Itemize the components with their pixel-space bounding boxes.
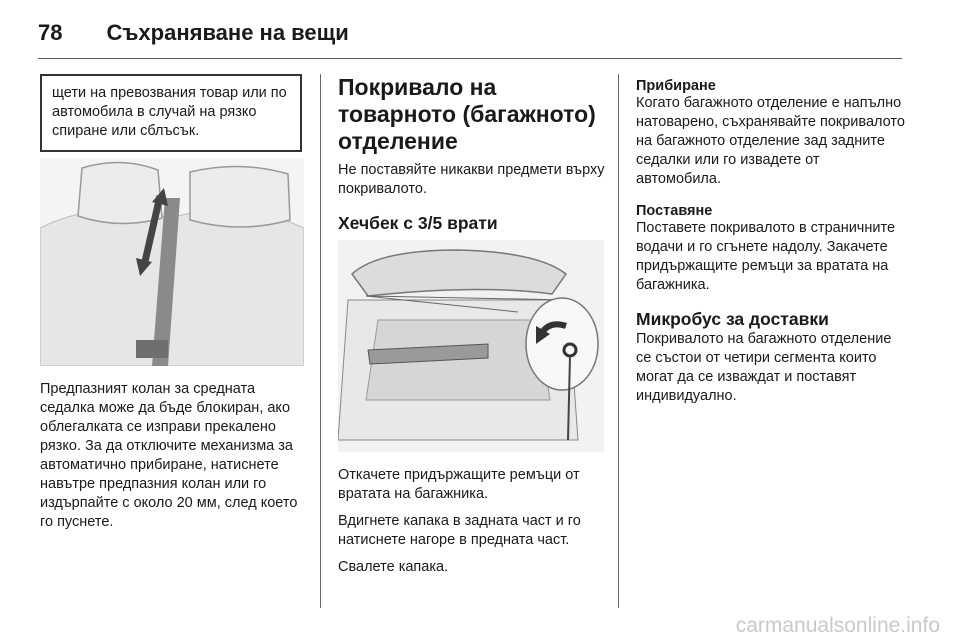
column-3	[636, 78, 906, 406]
column-divider-1	[320, 74, 321, 608]
step-2: Вдигнете капака в задната част и го натиснете нагоре в предната част.	[338, 513, 581, 548]
cargo-cover-figure	[338, 240, 604, 452]
section-heading: Покривало на товарното (багажното) отделение	[338, 74, 596, 154]
belt-paragraph: Предпазният колан за средната седалка може да бъде блокиран, ако облегалката се изправи прекалено рязко. За да отключите механизма за автоматично прибиране, натиснете навътре предпазния колан или го издърпайте с около 20 мм, след което го пуснете.	[40, 381, 298, 530]
stow-heading: Прибиране	[636, 78, 716, 94]
fit-text: Поставете покривалото в страничните водачи и го сгънете надолу. Закачете придържащите ремъци за вратата на багажника.	[636, 220, 896, 293]
warning-box	[40, 74, 302, 152]
column-divider-2	[618, 74, 619, 608]
column-1	[40, 74, 304, 152]
intro-text: Не поставяйте никакви предмети върху покривалото.	[338, 162, 605, 197]
column-1-text	[40, 380, 304, 532]
van-text: Покривалото на багажното отделение се състои от четири сегмента които могат да се изваждат и поставят индивидуално.	[636, 331, 892, 404]
chapter-title: Съхраняване на вещи	[106, 20, 349, 45]
page-header	[38, 16, 349, 50]
warning-text: щети на превозвания товар или по автомобила в случай на рязко спиране или сблъсък.	[52, 85, 287, 139]
hatchback-subheading: Хечбек с 3/5 врати	[338, 213, 498, 233]
header-rule	[38, 58, 902, 59]
cargo-cover-illustration	[338, 240, 604, 452]
van-heading: Микробус за доставки	[636, 309, 829, 329]
step-1: Откачете придържащите ремъци от вратата на багажника.	[338, 467, 580, 502]
seat-belt-illustration	[40, 158, 304, 366]
page-number: 78	[38, 20, 63, 45]
step-3: Свалете капака.	[338, 559, 449, 575]
fit-heading: Поставяне	[636, 203, 713, 219]
column-2-steps	[338, 466, 606, 577]
column-2	[338, 74, 606, 266]
stow-text: Когато багажното отделение е напълно натоварено, съхранявайте покривалото на багажното отделение зад задните седалки или го извадете от автомобила.	[636, 95, 905, 187]
seat-belt-figure	[40, 158, 304, 366]
site-watermark: carmanualsonline.info	[735, 614, 940, 637]
